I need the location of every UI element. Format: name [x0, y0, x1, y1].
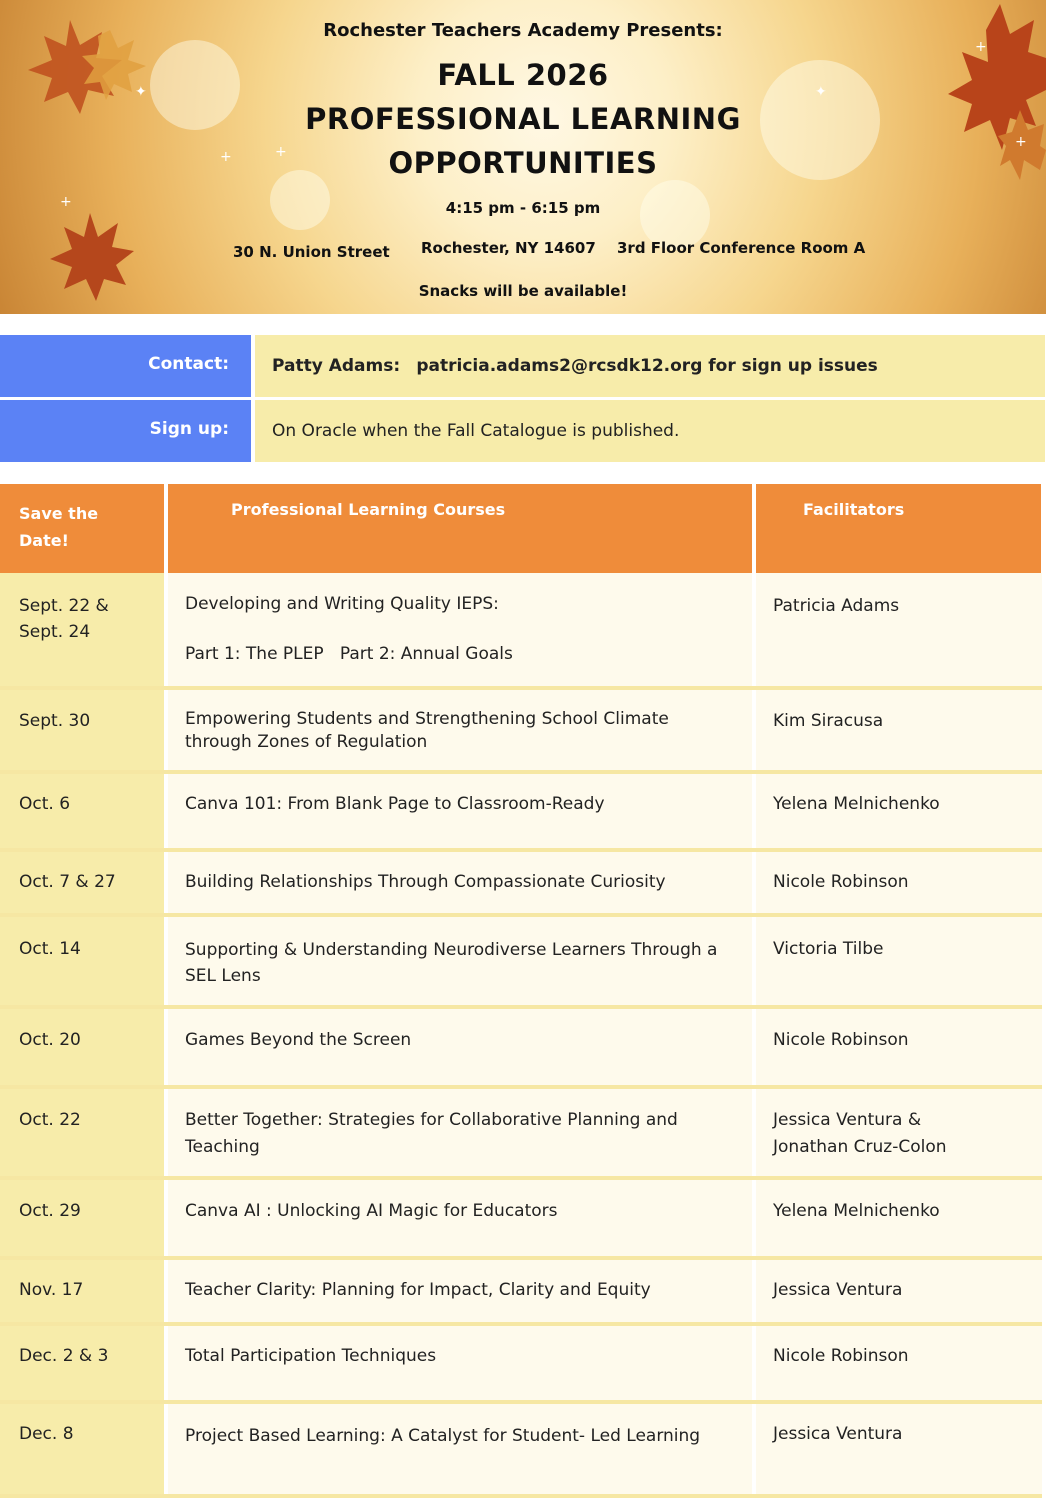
row-facilitator: Patricia Adams	[756, 573, 1042, 686]
sparkle-icon: +	[275, 144, 287, 160]
row-date: Dec. 8	[0, 1404, 164, 1494]
page-title: FALL 2026	[437, 58, 609, 92]
header-course: Professional Learning Courses	[168, 484, 752, 573]
row-date: Oct. 29	[0, 1180, 164, 1256]
table-row	[0, 1260, 1046, 1322]
row-course: Empowering Students and Strengthening School Climate through Zones of Regulation	[168, 690, 752, 770]
contact-row	[0, 335, 1046, 397]
row-date: Sept. 22 & Sept. 24	[0, 573, 164, 686]
row-course: Teacher Clarity: Planning for Impact, Clarity and Equity	[168, 1260, 752, 1322]
signup-label: Sign up:	[0, 400, 251, 462]
row-date: Oct. 14	[0, 917, 164, 1005]
header-date-line1: Save the	[19, 504, 99, 523]
event-room: 3rd Floor Conference Room A	[617, 239, 866, 257]
sparkle-icon: +	[1015, 134, 1027, 150]
contact-email[interactable]: patricia.adams2@rcsdk12.org for sign up issues	[416, 356, 878, 376]
snacks-note: Snacks will be available!	[418, 282, 628, 300]
row-date: Oct. 20	[0, 1009, 164, 1085]
row-facilitator: Yelena Melnichenko	[756, 774, 1042, 848]
row-course: Canva 101: From Blank Page to Classroom-Ready	[168, 774, 752, 848]
table-row	[0, 690, 1046, 770]
row-facilitator: Jessica Ventura	[756, 1404, 1042, 1494]
row-facilitator: Nicole Robinson	[756, 1009, 1042, 1085]
row-course-title: Developing and Writing Quality IEPS:	[185, 594, 499, 614]
signup-value: On Oracle when the Fall Catalogue is published.	[255, 400, 1045, 462]
row-course: Games Beyond the Screen	[168, 1009, 752, 1085]
sparkle-icon: +	[220, 149, 232, 165]
signup-row	[0, 400, 1046, 462]
row-date: Nov. 17	[0, 1260, 164, 1322]
row-date: Dec. 2 & 3	[0, 1326, 164, 1400]
row-facilitator: Yelena Melnichenko	[756, 1180, 1042, 1256]
row-facilitator: Jessica Ventura & Jonathan Cruz-Colon	[756, 1089, 1042, 1176]
row-date: Oct. 7 & 27	[0, 852, 164, 913]
event-city: Rochester, NY 14607	[421, 239, 596, 257]
header-banner	[0, 0, 1046, 314]
contact-value	[255, 335, 1045, 397]
table-row	[0, 1009, 1046, 1085]
row-course: Better Together: Strategies for Collaborative Planning and Teaching	[168, 1089, 752, 1176]
row-facilitator: Nicole Robinson	[756, 852, 1042, 913]
presenter-line: Rochester Teachers Academy Presents:	[323, 20, 723, 41]
table-row	[0, 1404, 1046, 1494]
table-row	[0, 573, 1046, 686]
row-course: Project Based Learning: A Catalyst for Student- Led Learning	[168, 1404, 752, 1494]
table-row	[0, 917, 1046, 1005]
row-date: Oct. 6	[0, 774, 164, 848]
header-date	[0, 484, 164, 573]
row-facilitator: Kim Siracusa	[756, 690, 1042, 770]
sparkle-icon: ✦	[135, 84, 147, 100]
table-row	[0, 774, 1046, 848]
row-divider	[0, 1494, 1042, 1498]
event-address: 30 N. Union Street	[233, 243, 390, 261]
table-row	[0, 1180, 1046, 1256]
page-title-line3: OPPORTUNITIES	[388, 146, 658, 180]
row-course: Total Participation Techniques	[168, 1326, 752, 1400]
row-course: Supporting & Understanding Neurodiverse Learners Through a SEL Lens	[168, 917, 752, 1005]
header-date-line2: Date!	[19, 531, 69, 550]
row-course: Building Relationships Through Compassionate Curiosity	[168, 852, 752, 913]
contact-label: Contact:	[0, 335, 251, 397]
contact-name: Patty Adams:	[272, 356, 401, 376]
table-row	[0, 1326, 1046, 1400]
schedule-header	[0, 484, 1046, 573]
row-facilitator: Victoria Tilbe	[756, 917, 1042, 1005]
row-course-sub: Part 1: The PLEP Part 2: Annual Goals	[185, 644, 513, 664]
page-title-line2: PROFESSIONAL LEARNING	[305, 102, 741, 136]
event-time: 4:15 pm - 6:15 pm	[445, 199, 601, 217]
row-date: Oct. 22	[0, 1089, 164, 1176]
row-course	[168, 573, 752, 686]
row-date: Sept. 30	[0, 690, 164, 770]
row-course: Canva AI : Unlocking AI Magic for Educators	[168, 1180, 752, 1256]
sparkle-icon: +	[975, 39, 987, 55]
row-facilitator: Jessica Ventura	[756, 1260, 1042, 1322]
sparkle-icon: ✦	[815, 84, 827, 100]
table-row	[0, 1089, 1046, 1176]
sparkle-icon: +	[60, 194, 72, 210]
header-facilitators: Facilitators	[756, 484, 1041, 573]
row-facilitator: Nicole Robinson	[756, 1326, 1042, 1400]
table-row	[0, 852, 1046, 913]
